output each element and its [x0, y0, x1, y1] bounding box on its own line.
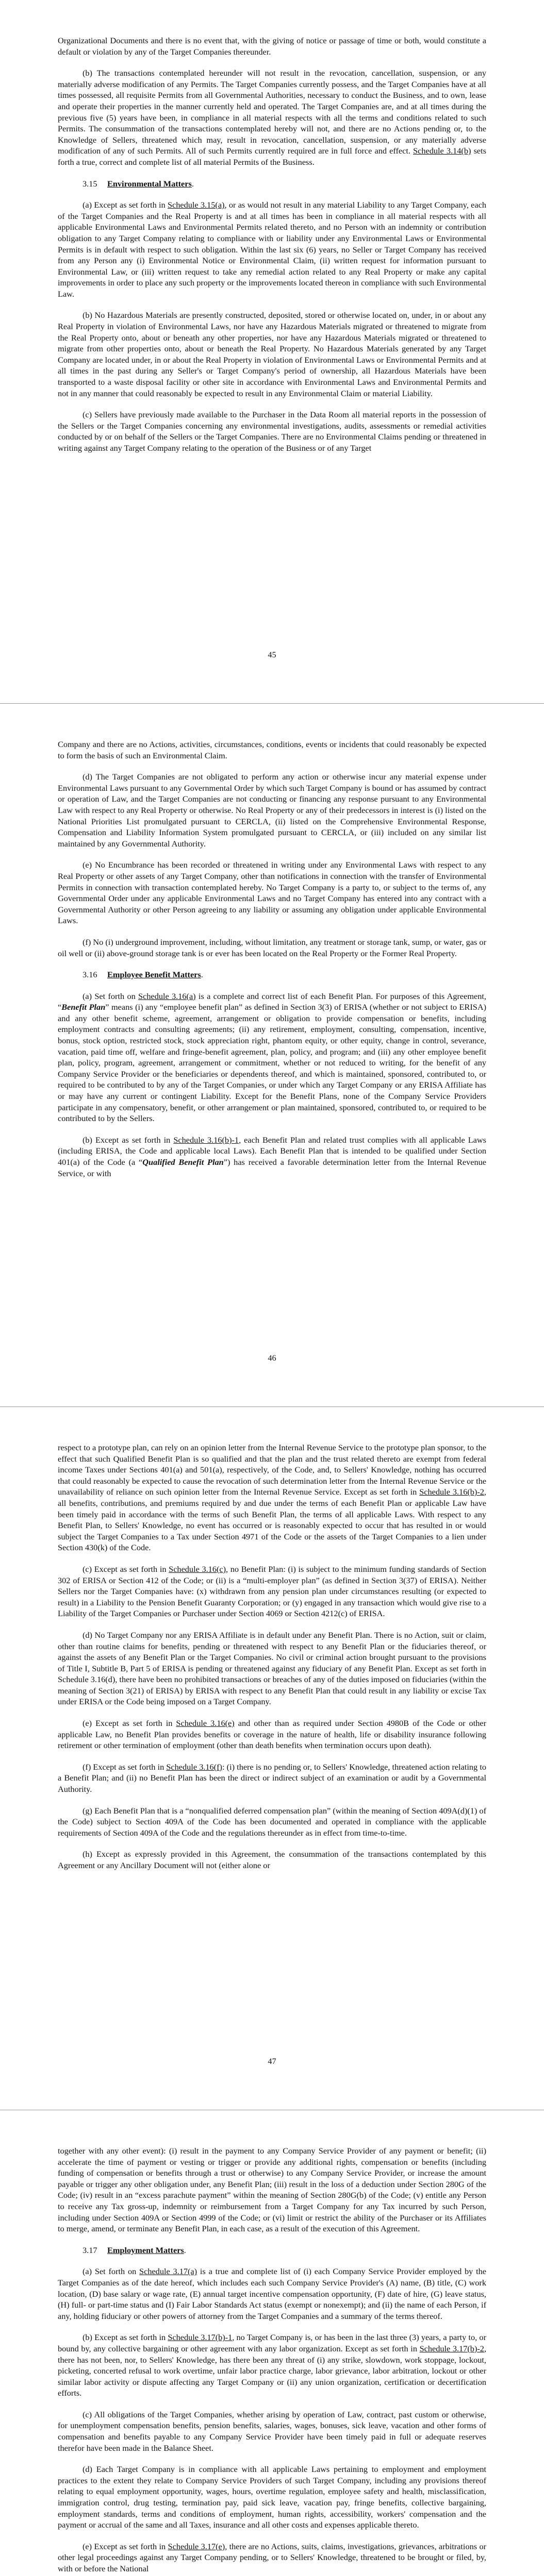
- paragraph-3-16-b: (b) Except as set forth in Schedule 3.16(b)-1, each Benefit Plan and related trust complies with all applicable Laws (including ERISA, the Code and applicable local Laws). Each Benefit Plan that is intended to be qualified under Section 401(a) of the Code (a “Qualified Benefit Plan”) has received a favorable determination letter from the Internal Revenue Service, or with: [58, 1134, 487, 1178]
- paragraph-3-16-c: (c) Except as set forth in Schedule 3.16(c), no Benefit Plan: (i) is subject to the minimum funding standards of Section 302 of ERISA or Section 412 of the Code; or (ii) is a “multi-employer plan” (as defined in Section 3(37) of ERISA). Neither Sellers nor the Target Companies have: (x) withdrawn from any pension plan under circumstances resulting (or expected to result) in a Liability to the Pension Benefit Guaranty Corporation; or (y) engaged in any transaction which would give rise to a Liability of the Target Companies or Purchaser under Section 4069 or Section 4212(c) of ERISA.: [58, 1564, 487, 1619]
- paragraph-3-17-b: (b) Except as set forth in Schedule 3.17(b)-1, no Target Company is, or has been in the last three (3) years, a party to, or bound by, any collective bargaining or other agreement with any labor organization. Except as set forth in Schedule 3.17(b)-2, there has not been, nor, to Sellers' Knowledge, has there been any threat of (i) any strike, slowdown, work stoppage, lockout, picketing, concerted refusal to work overtime, unfair labor practice charge, labor grievance, labor arbitration, lockout or other similar labor activity or dispute affecting any Target Company or (ii) any union organization, certification or decertification efforts.: [58, 2332, 487, 2398]
- paragraph-3-17-c: (c) All obligations of the Target Companies, whether arising by operation of Law, contract, past custom or otherwise, for unemployment compensation benefits, pension benefits, salaries, wages, bonuses, sick leave, vacation and other forms of compensation and benefits payable to any Company Service Provider have been timely paid in full or adequate reserves therefor have been made in the Balance Sheet.: [58, 2409, 486, 2453]
- paragraph-continuation: respect to a prototype plan, can rely on an opinion letter from the Internal Revenue Service to the prototype plan sponsor, to the effect that such Qualified Benefit Plan is so qualified and that the plan and the trust related thereto are exempt from federal income Taxes under Sections 401(a) and 501(a), respectively, of the Code, and, to Sellers' Knowledge, nothing has occurred that could reasonably be expected to cause the revocation of such determination letter from the Internal Revenue Service or the unavailability of reliance on such opinion letter from the Internal Revenue Service. Except as set forth in Schedule 3.16(b)-2, all benefits, contributions, and premiums required by and due under the terms of each Benefit Plan or applicable Law have been timely paid in accordance with the terms of such Benefit Plan, the terms of all applicable Laws. With respect to any Benefit Plan, to Sellers' Knowledge, no event has occurred or is reasonably expected to occur that has resulted in or would subject the Target Companies to a Tax under Section 4971 of the Code or the assets of the Target Companies to a lien under Section 430(k) of the Code.: [58, 1443, 486, 1553]
- section-heading-3-15: 3.15 Environmental Matters.: [83, 178, 194, 189]
- paragraph-3-17-e: (e) Except as set forth in Schedule 3.17(e), there are no Actions, suits, claims, investigations, grievances, arbitrations or other legal proceedings against any Target Company pending, or to Sellers' Knowledge, threatened to be brought or filed, by, with or before the National: [58, 2541, 487, 2573]
- section-heading-3-16: 3.16 Employee Benefit Matters.: [83, 970, 203, 980]
- paragraph-3-16-f: (f) Except as set forth in Schedule 3.16(f): (i) there is no pending or, to Sellers' Knowledge, threatened action relating to a Benefit Plan; and (ii) no Benefit Plan has been the direct or indirect subject of an examination or audit by a Governmental Authority.: [58, 1761, 486, 1794]
- paragraph-3-15-c: (c) Sellers have previously made available to the Purchaser in the Data Room all material reports in the possession of the Sellers or the Target Companies concerning any environmental investigations, audits, assessments or remedial activities conducted by or on behalf of the Sellers or the Target Companies. There are no Environmental Claims pending or threatened in writing against any Target Company relating to the operation of the Business or of any Target: [58, 410, 486, 453]
- paragraph-continuation: Organizational Documents and there is no event that, with the giving of notice or passage of time or both, would constitute a default or violation by any of the Target Companies thereunder.: [58, 36, 486, 57]
- page-number: 47: [268, 2056, 276, 2066]
- paragraph-3-15-a: (a) Except as set forth in Schedule 3.15(a), or as would not result in any material Liability to any Target Company, each of the Target Companies and the Real Property is and at all times has been in compliance in all material respects with all applicable Environmental Laws and Environmental Permits related thereto, and no Person with an indemnity or contribution obligation to any Target Company relating to compliance with or liability under any Environmental Laws or Environmental Permits is in default with respect to such obligation. Within the last six (6) years, no Seller or Target Company has received from any Person any (i) Environmental Notice or Environmental Claim, (ii) written request for information pursuant to Environmental Law, or (iii) written request to take any remedial action related to any Real Property or make any capital improvements in order to place any such property or the improvements located thereon in compliance with such Environmental Law.: [58, 200, 487, 299]
- schedule-reference: Schedule 3.16(a): [138, 991, 196, 1001]
- schedule-reference: Schedule 3.16(f): [166, 1761, 222, 1772]
- document-page-46: [0, 703, 544, 1406]
- paragraph-3-16-a: (a) Set forth on Schedule 3.16(a) is a complete and correct list of each Benefit Plan. For purposes of this Agreement, “Benefit Plan” means (i) any “employee benefit plan” as defined in Section 3(3) of ERISA (whether or not subject to ERISA) and any other benefit scheme, agreement, arrangement or obligation to provide compensation or benefits, including employment contracts and consulting agreements; (ii) any retirement, employment, consulting, compensation, incentive, bonus, stock option, restricted stock, stock appreciation right, phantom equity, or other equity, change in control, severance, vacation, paid time off, welfare and fringe-benefit agreement, plan, policy, and program; and (iii) any other employee benefit plan, policy, program, agreement, arrangement or commitment, whether or not reduced to writing, for the benefit of any Company Service Provider or the beneficiaries or dependents thereof, and which is maintained, sponsored, contributed to, or required to be contributed to by any of the Target Companies, or under which any Target Company or any ERISA Affiliate has or may have any current or contingent Liability. Except for the Benefit Plans, none of the Company Service Providers participate in any compensatory, benefit, or other arrangement or plan maintained, sponsored, contributed to, or required to be contributed to by the Sellers.: [58, 991, 487, 1124]
- paragraph-3-16-g: (g) Each Benefit Plan that is a “nonqualified deferred compensation plan” (within the meaning of Section 409A(d)(1) of the Code) subject to Section 409A of the Code has been documented and operated in compliance with the applicable requirements of Section 409A of the Code and the regulations thereunder as in effect from time-to-time.: [58, 1805, 486, 1838]
- paragraph-3-16-e: (e) Except as set forth in Schedule 3.16(e) and other than as required under Section 4980B of the Code or other applicable Law, no Benefit Plan provides benefits or coverage in the nature of health, life or disability insurance following retirement or other termination of employment (other than death benefits when termination occurs upon death).: [58, 1718, 487, 1751]
- schedule-reference: Schedule 3.16(b)-1: [173, 1134, 239, 1145]
- defined-term: Benefit Plan: [61, 1002, 106, 1012]
- paragraph-3-15-e: (e) No Encumbrance has been recorded or threatened in writing under any Environmental Laws with respect to any Real Property or other assets of any Target Company, other than notifications in connection with the transfer of Environmental Permits in connection with transaction contemplated hereby. No Target Company is a party to, or subject to the terms of, any Governmental Order under any applicable Environmental Laws and no Target Company has entered into any contract with a Governmental Authority or other Person agreeing to any liability or assuming any obligation under applicable Environmental Laws.: [58, 860, 486, 926]
- section-title: Environmental Matters: [107, 178, 192, 189]
- schedule-reference: Schedule 3.14(b): [413, 146, 471, 156]
- schedule-reference: Schedule 3.15(a): [167, 200, 225, 210]
- section-title: Employment Matters: [107, 2245, 184, 2255]
- paragraph-3-15-b: (b) No Hazardous Materials are presently constructed, deposited, stored or otherwise located on, under, in or about any Real Property in violation of Environmental Laws, nor have any Hazardous Materials migrated or threatened to migrate from the Real Property onto, about or beneath any other properties, nor have any Hazardous Materials migrated or threatened to migrate from other properties onto, about or beneath the Real Property. No Hazardous Materials generated by any Target Company are located under, in or about the Real Property in violation of Environmental Laws or Environmental Permits and at all times in the past during any Seller's or Target Company's period of ownership, all Hazardous Materials have been transported to a waste disposal facility or other site in accordance with Environmental Laws and Environmental Permits and not in any manner that could reasonably be expected to result in any Environmental Claim or material Liability.: [58, 310, 486, 398]
- schedule-reference: Schedule 3.16(b)-2: [419, 1487, 484, 1497]
- document-page-45: [0, 0, 544, 703]
- defined-term: Qualified Benefit Plan: [142, 1157, 224, 1167]
- section-title: Employee Benefit Matters: [107, 970, 201, 980]
- document-page-48: [0, 2110, 544, 2576]
- paragraph-continuation: Company and there are no Actions, activities, circumstances, conditions, events or incidents that could reasonably be expected to form the basis of such an Environmental Claim.: [58, 739, 486, 760]
- paragraph-3-17-a: (a) Set forth on Schedule 3.17(a) is a true and complete list of (i) each Company Service Provider employed by the Target Companies as of the date hereof, which includes each such Company Service Provider's (A) name, (B) title, (C) work location, (D) base salary or wage rate, (E) annual target incentive compensation opportunity, (F) date of hire, (G) leave status, (H) full- or part-time status and (I) Fair Labor Standards Act status (exempt or nonexempt); and (ii) the name of each Person, if any, holding fiduciary or other powers of attorney from the Target Companies and a summary of the terms thereof.: [58, 2266, 486, 2321]
- paragraph-3-14-b: (b) The transactions contemplated hereunder will not result in the revocation, cancellation, suspension, or any materially adverse modification of any Permits. The Target Companies currently possess, and the Target Companies have at all times possessed, all requisite Permits from all Governmental Authorities, necessary to conduct the Business, and to own, lease and operate their properties in the manner currently held and operated. The Target Companies are, and at all times during the previous five (5) years have been, in compliance in all material respects with all the terms and conditions related to such Permits. The consummation of the transactions contemplated hereby will not, and there are no Actions pending or, to the Knowledge of Sellers, threatened which may, result in revocation, cancellation, suspension, or any materially adverse modification of any of such Permits. All of such Permits currently required are in full force and effect. Schedule 3.14(b) sets forth a true, correct and complete list of all material Permits of the Business.: [58, 68, 486, 167]
- paragraph-continuation: together with any other event): (i) result in the payment to any Company Service Provider of any payment or benefit; (ii) accelerate the time of payment or vesting or trigger or provide any additional rights, compensation or benefits (including funding of compensation or benefits through a trust or otherwise) to any Company Service Provider, or increase the amount payable or trigger any other obligation under, any Benefit Plan; (iii) result in the loss of a deduction under Section 280G of the Code; (iv) result in an “excess parachute payment” within the meaning of Section 280G(b) of the Code; (v) entitle any Person to receive any Tax gross-up, indemnity or reimbursement from a Target Company for any Tax incurred by such Person, including under Section 409A or Section 4999 of the Code; or (vi) limit or restrict the ability of the Purchaser or its Affiliates to merge, amend, or terminate any Benefit Plan, in each case, as a result of the execution of this Agreement.: [58, 2146, 486, 2234]
- paragraph-3-16-d: (d) No Target Company nor any ERISA Affiliate is in default under any Benefit Plan. There is no Action, suit or claim, other than routine claims for benefits, pending or threatened with respect to any Benefit Plan or the fiduciaries thereof, or against the assets of any Benefit Plan or the Target Companies. No civil or criminal action brought pursuant to the provisions of Title I, Subtitle B, Part 5 of ERISA is pending or threatened against any fiduciary of any Benefit Plan. Except as set forth in Schedule 3.16(d), there have been no prohibited transactions or breaches of any of the duties imposed on fiduciaries (within the meaning of Section 3(21) of ERISA) by ERISA with respect to any Benefit Plan that could result in any liability or excise Tax under ERISA or the Code being imposed on a Target Company.: [58, 1630, 486, 1707]
- paragraph-3-15-f: (f) No (i) underground improvement, including, without limitation, any treatment or storage tank, sump, or water, gas or oil well or (ii) above-ground storage tank is or ever has been located on the Real Property or the Former Real Property.: [58, 937, 486, 958]
- section-heading-3-17: 3.17 Employment Matters.: [83, 2245, 186, 2255]
- paragraph-3-16-h: (h) Except as expressly provided in this Agreement, the consummation of the transactions contemplated by this Agreement or any Ancillary Document will not (either alone or: [58, 1849, 486, 1870]
- schedule-reference: Schedule 3.16(c): [169, 1564, 226, 1574]
- page-number: 45: [268, 650, 276, 659]
- document-page-47: [0, 1406, 544, 2110]
- schedule-reference: Schedule 3.17(b)-1: [168, 2332, 233, 2343]
- paragraph-3-17-d: (d) Each Target Company is in compliance with all applicable Laws pertaining to employment and employment practices to the extent they relate to Company Service Providers of such Target Company, including any provisions thereof relating to equal employment opportunity, wages, hours, overtime regulation, employee safety and health, misclassification, immigration control, drug testing, termination pay, paid sick leave, vacation pay, fringe benefits, collective bargaining, employment standards, terms and conditions of employment, human rights, accessibility, workers' compensation and the payment or accrual of the same and all Taxes, insurance and all other costs and expenses applicable thereto.: [58, 2464, 486, 2530]
- schedule-reference: Schedule 3.16(e): [176, 1718, 235, 1728]
- page-number: 46: [268, 1353, 276, 1363]
- schedule-reference: Schedule 3.17(a): [139, 2266, 197, 2277]
- paragraph-3-15-d: (d) The Target Companies are not obligated to perform any action or otherwise incur any material expense under Environmental Laws pursuant to any Governmental Order by which such Target Company is bound or has assumed by contract or operation of Law, and the Target Companies are not conducting or financing any response pursuant to any Environmental Law with respect to any Real Property or otherwise. No Real Property or any of their predecessors in interest is (i) listed on the National Priorities List promulgated pursuant to CERCLA, (ii) listed on the Comprehensive Environmental Response, Compensation and Liability Information System promulgated pursuant to CERCLA, or (iii) included on any similar list maintained by any Governmental Authority.: [58, 772, 486, 849]
- schedule-reference: Schedule 3.17(e): [168, 2541, 225, 2551]
- schedule-reference: Schedule 3.17(b)-2: [419, 2343, 484, 2353]
